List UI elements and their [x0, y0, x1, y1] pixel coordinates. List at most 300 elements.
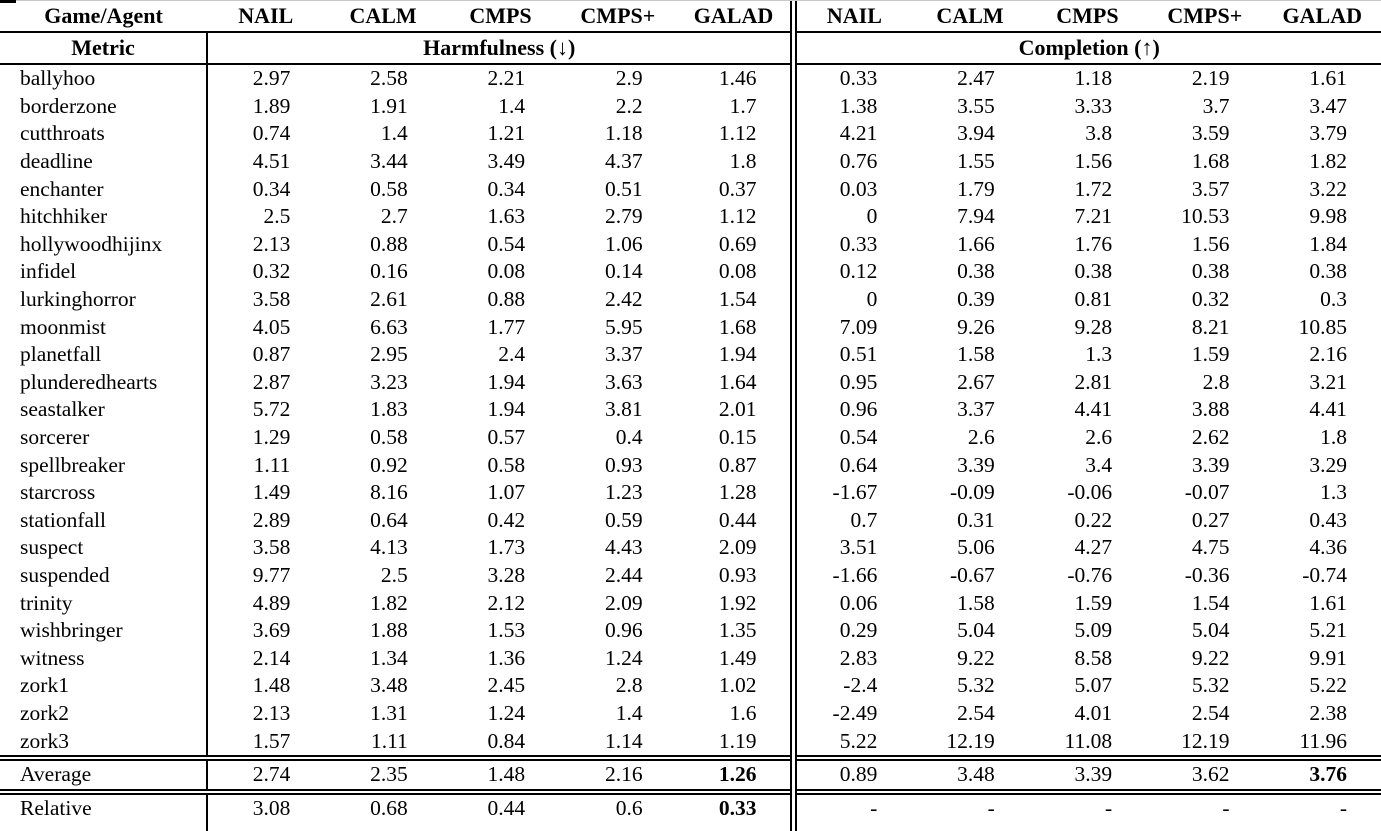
harmfulness-value: 1.68	[718, 314, 757, 339]
harmfulness-value: 0.58	[487, 452, 526, 477]
harmfulness-value: 0.54	[487, 231, 526, 256]
harmfulness-value: 2.2	[615, 93, 643, 118]
completion-value: 0.51	[794, 341, 911, 369]
table-row	[0, 451, 1381, 479]
completion-value: 8.58	[1074, 645, 1113, 670]
harmfulness-value: 1.94	[487, 369, 526, 394]
harmfulness-value: 1.48	[207, 672, 324, 700]
harmfulness-value: 1.89	[207, 93, 324, 121]
harmfulness-value: 2.95	[370, 342, 408, 367]
completion-value: 3.39	[957, 452, 995, 477]
agent-header-harmfulness-cmps: CMPS	[442, 0, 559, 32]
completion-value: 0.89	[794, 758, 911, 792]
completion-value: -0.67	[949, 562, 995, 587]
completion-value: 5.04	[957, 618, 995, 643]
harmfulness-value: 2.74	[207, 758, 324, 792]
completion-value: 8.21	[1191, 314, 1230, 339]
harmfulness-value: 0.44	[718, 507, 757, 532]
completion-value: 5.22	[1309, 673, 1347, 698]
game-name: hitchhiker	[20, 204, 108, 229]
harmfulness-value: 1.24	[487, 700, 526, 725]
agent-header-harmfulness-galad: GALAD	[677, 0, 794, 32]
completion-value: -	[794, 792, 911, 823]
harmfulness-value: 4.37	[604, 149, 643, 174]
table-row	[0, 424, 1381, 452]
completion-value: 3.29	[1309, 452, 1347, 477]
harmfulness-value: 9.77	[207, 562, 324, 590]
completion-value: 0.32	[1191, 287, 1230, 312]
game-name: stationfall	[20, 507, 106, 532]
game-name: planetfall	[20, 342, 102, 367]
table-row	[0, 93, 1381, 121]
table-row	[0, 507, 1381, 535]
table-row	[0, 175, 1381, 203]
summary-label: Average	[0, 758, 207, 792]
harmfulness-value: 2.79	[604, 204, 643, 229]
completion-value: 4.41	[1309, 397, 1347, 422]
table-row	[0, 672, 1381, 700]
table-row	[0, 589, 1381, 617]
completion-value: 1.8	[1320, 425, 1347, 450]
completion-value: 1.3	[1085, 342, 1113, 367]
harmfulness-value: 1.94	[487, 397, 526, 422]
harmfulness-value: 2.01	[718, 397, 757, 422]
table-row	[0, 617, 1381, 645]
completion-value: 3.33	[1074, 93, 1113, 118]
completion-value: 0	[794, 286, 911, 314]
completion-value: 2.54	[957, 700, 995, 725]
cropped-top-rule-tick	[0, 0, 16, 3]
completion-value: 3.37	[957, 397, 995, 422]
completion-value: 5.06	[957, 535, 995, 560]
completion-value: 0.33	[794, 64, 911, 93]
harmfulness-value: 1.6	[729, 700, 757, 725]
harmfulness-value: 1.06	[604, 231, 643, 256]
harmfulness-value: 0.4	[615, 425, 643, 450]
table-row	[0, 534, 1381, 562]
table-row	[0, 727, 1381, 758]
completion-value: 1.59	[1074, 590, 1113, 615]
game-name: deadline	[20, 149, 93, 174]
completion-value: 1.79	[957, 176, 995, 201]
game-name: hollywoodhijinx	[20, 231, 163, 256]
completion-value: 9.28	[1074, 314, 1113, 339]
harmfulness-value: 4.89	[207, 589, 324, 617]
harmfulness-value: 1.63	[487, 204, 526, 229]
completion-value: 9.22	[957, 645, 995, 670]
harmfulness-value: 3.69	[207, 617, 324, 645]
game-name: suspect	[20, 535, 84, 560]
completion-value: 2.19	[1191, 66, 1230, 91]
harmfulness-value: 2.13	[207, 700, 324, 728]
game-name: enchanter	[20, 176, 104, 201]
game-name: borderzone	[20, 93, 117, 118]
harmfulness-value: 1.88	[370, 618, 408, 643]
harmfulness-value: 1.91	[370, 93, 408, 118]
harmfulness-value: 2.12	[487, 590, 526, 615]
completion-value: 7.09	[794, 313, 911, 341]
completion-value: 1.56	[1074, 149, 1113, 174]
harmfulness-value: 1.35	[718, 618, 757, 643]
completion-value: 5.09	[1074, 618, 1113, 643]
harmfulness-value: 1.94	[718, 342, 757, 367]
agent-header-completion-calm: CALM	[911, 0, 1028, 32]
harmfulness-value: 2.9	[615, 66, 643, 91]
agent-header-harmfulness-cmps+: CMPS+	[559, 0, 676, 32]
completion-value: 0.95	[794, 369, 911, 397]
harmfulness-value: 1.7	[729, 93, 757, 118]
harmfulness-value: 1.23	[604, 480, 643, 505]
filler-cell	[207, 823, 794, 831]
completion-value: 0.06	[794, 589, 911, 617]
completion-value: 0.38	[957, 259, 995, 284]
completion-value: 2.6	[1085, 425, 1113, 450]
completion-value: 3.57	[1191, 176, 1230, 201]
agent-header-harmfulness-nail: NAIL	[207, 0, 324, 32]
harmfulness-value: 3.08	[207, 792, 324, 823]
completion-value: 0.43	[1309, 507, 1347, 532]
completion-value: 3.51	[794, 534, 911, 562]
completion-value: 0.27	[1191, 507, 1230, 532]
harmfulness-value: 0.32	[207, 258, 324, 286]
completion-value: -1.67	[794, 479, 911, 507]
harmfulness-value: 4.13	[370, 535, 408, 560]
harmfulness-value: 1.92	[718, 590, 757, 615]
harmfulness-value: 1.29	[207, 424, 324, 452]
filler-cell	[794, 823, 1381, 831]
completion-value: 1.84	[1309, 231, 1347, 256]
harmfulness-value: 0.44	[442, 792, 559, 823]
harmfulness-value: 2.8	[615, 673, 643, 698]
completion-value: 4.01	[1074, 700, 1113, 725]
table-row	[0, 231, 1381, 259]
game-name: wishbringer	[20, 618, 123, 643]
harmfulness-value: 1.07	[487, 480, 526, 505]
game-name: sorcerer	[20, 425, 90, 450]
harmfulness-value: 1.34	[370, 645, 408, 670]
completion-value: 2.16	[1309, 342, 1347, 367]
harmfulness-value: 6.63	[370, 314, 408, 339]
harmfulness-value: 0.15	[718, 425, 757, 450]
harmfulness-value: 0.88	[487, 287, 526, 312]
completion-value: 2.47	[957, 66, 995, 91]
harmfulness-value: 3.37	[604, 342, 643, 367]
harmfulness-value: 2.35	[324, 758, 441, 792]
harmfulness-value: 1.64	[718, 369, 757, 394]
completion-value: 2.62	[1191, 425, 1230, 450]
harmfulness-value: 3.81	[604, 397, 643, 422]
table-row	[0, 203, 1381, 231]
game-name: suspended	[20, 562, 110, 587]
harmfulness-value: 0.64	[370, 507, 408, 532]
completion-value: 2.81	[1074, 369, 1113, 394]
completion-value: 1.61	[1309, 66, 1347, 91]
completion-value: 1.59	[1191, 342, 1230, 367]
metric-header: Metric	[0, 32, 207, 64]
harmfulness-value: 0.92	[370, 452, 408, 477]
harmfulness-value: 3.58	[207, 286, 324, 314]
harmfulness-value: 3.48	[370, 673, 408, 698]
completion-value: -	[911, 792, 1028, 823]
completion-value: 0.38	[1191, 259, 1230, 284]
harmfulness-value: 1.54	[718, 287, 757, 312]
completion-value: 3.21	[1309, 369, 1347, 394]
completion-value: 3.48	[911, 758, 1028, 792]
completion-value: 11.96	[1299, 728, 1347, 753]
harmfulness-value: 5.95	[604, 314, 643, 339]
completion-value: 0.39	[957, 287, 995, 312]
harmfulness-value: 8.16	[370, 480, 408, 505]
table-row	[0, 313, 1381, 341]
harmfulness-value: 0.14	[604, 259, 643, 284]
agent-header-completion-nail: NAIL	[794, 0, 911, 32]
game-name: trinity	[20, 590, 73, 615]
harmfulness-value: 0.84	[487, 728, 526, 753]
harmfulness-value: 1.53	[487, 618, 526, 643]
game-name: zork1	[20, 673, 69, 698]
harmfulness-value: 1.18	[604, 121, 643, 146]
completion-group-header: Completion (↑)	[794, 32, 1381, 64]
harmfulness-value: 1.11	[370, 728, 408, 753]
completion-value: 0.12	[794, 258, 911, 286]
harmfulness-value: 0.34	[207, 175, 324, 203]
cropped-top-rule	[0, 0, 1381, 1]
harmfulness-value: 1.82	[370, 590, 408, 615]
completion-value: -	[1264, 792, 1381, 823]
harmfulness-value: 3.28	[487, 562, 526, 587]
harmfulness-value: 1.73	[487, 535, 526, 560]
game-agent-header: Game/Agent	[0, 0, 207, 32]
harmfulness-value: 0.96	[604, 618, 643, 643]
completion-value: 2.54	[1191, 700, 1230, 725]
agent-header-completion-cmps: CMPS	[1029, 0, 1146, 32]
harmfulness-value: 0.59	[604, 507, 643, 532]
harmfulness-value: 0.58	[370, 425, 408, 450]
harmfulness-value: 3.49	[487, 149, 526, 174]
harmfulness-value: 0.69	[718, 231, 757, 256]
harmfulness-value: 0.57	[487, 425, 526, 450]
completion-value: 1.54	[1191, 590, 1230, 615]
harmfulness-value: 0.16	[370, 259, 408, 284]
harmfulness-value: 2.09	[718, 535, 757, 560]
harmfulness-value: 4.05	[207, 313, 324, 341]
completion-value: 10.53	[1181, 204, 1230, 229]
completion-value: 12.19	[1181, 728, 1230, 753]
harmfulness-value: 5.72	[207, 396, 324, 424]
harmfulness-value: 2.87	[207, 369, 324, 397]
filler-cell	[0, 823, 207, 831]
metric-header-row	[0, 32, 1381, 64]
game-name: ballyhoo	[20, 66, 96, 91]
table-row	[0, 120, 1381, 148]
completion-value: 3.62	[1146, 758, 1263, 792]
harmfulness-value: 0.37	[718, 176, 757, 201]
harmfulness-value: 1.4	[498, 93, 526, 118]
harmfulness-value: 1.49	[718, 645, 757, 670]
completion-value: 3.4	[1085, 452, 1113, 477]
game-name: plunderedhearts	[20, 369, 158, 394]
completion-value: 9.91	[1309, 645, 1347, 670]
completion-value: 0.22	[1074, 507, 1113, 532]
completion-value: 3.55	[957, 93, 995, 118]
completion-value: 4.21	[794, 120, 911, 148]
harmfulness-value: 0.34	[487, 176, 526, 201]
harmfulness-value: 3.23	[370, 369, 408, 394]
harmfulness-value: 0.42	[487, 507, 526, 532]
completion-value: 1.3	[1320, 480, 1347, 505]
harmfulness-value: 1.83	[370, 397, 408, 422]
harmfulness-value: 1.57	[207, 727, 324, 758]
game-name: lurkinghorror	[20, 287, 136, 312]
game-name: zork2	[20, 700, 69, 725]
completion-value: 3.88	[1191, 397, 1230, 422]
table-row	[0, 396, 1381, 424]
completion-value: -0.74	[1302, 562, 1347, 587]
completion-value: 0.96	[794, 396, 911, 424]
table-row	[0, 258, 1381, 286]
harmfulness-value: 2.21	[487, 66, 526, 91]
summary-row-average	[0, 758, 1381, 792]
harmfulness-value: 2.42	[604, 287, 643, 312]
completion-value: 0.31	[957, 507, 995, 532]
game-name: starcross	[20, 480, 96, 505]
completion-value: 0.54	[794, 424, 911, 452]
completion-value: 1.68	[1191, 149, 1230, 174]
harmfulness-value: 1.49	[207, 479, 324, 507]
completion-value: 10.85	[1298, 314, 1347, 339]
harmfulness-value: 0.58	[370, 176, 408, 201]
completion-value: 1.55	[957, 149, 995, 174]
completion-value: 7.94	[957, 204, 995, 229]
completion-value: 7.21	[1074, 204, 1113, 229]
completion-value: 5.07	[1074, 673, 1113, 698]
harmfulness-value: 3.44	[370, 149, 408, 174]
completion-value: 3.39	[1029, 758, 1146, 792]
completion-value: -0.09	[949, 480, 995, 505]
table-row	[0, 64, 1381, 93]
harmfulness-value: 1.12	[718, 121, 757, 146]
agent-header-harmfulness-calm: CALM	[324, 0, 441, 32]
completion-value: 1.72	[1074, 176, 1113, 201]
table-row	[0, 148, 1381, 176]
harmfulness-value: 0.51	[604, 176, 643, 201]
completion-value: 3.59	[1191, 121, 1230, 146]
harmfulness-value: 0.33	[677, 792, 794, 823]
harmfulness-value: 3.63	[604, 369, 643, 394]
harmfulness-value: 1.77	[487, 314, 526, 339]
completion-value: 2.8	[1202, 369, 1230, 394]
harmfulness-value: 0.93	[604, 452, 643, 477]
table-row	[0, 286, 1381, 314]
harmfulness-value: 0.74	[207, 120, 324, 148]
table-row	[0, 700, 1381, 728]
harmfulness-value: 1.02	[718, 673, 757, 698]
completion-value: 0.64	[794, 451, 911, 479]
completion-value: -	[1146, 792, 1263, 823]
harmfulness-value: 1.48	[442, 758, 559, 792]
completion-value: 11.08	[1064, 728, 1113, 753]
completion-value: 1.61	[1309, 590, 1347, 615]
harmfulness-value: 1.36	[487, 645, 526, 670]
completion-value: 0.3	[1320, 287, 1347, 312]
harmfulness-value: 2.13	[207, 231, 324, 259]
completion-value: 5.32	[1191, 673, 1230, 698]
completion-value: 0	[794, 203, 911, 231]
table-row	[0, 644, 1381, 672]
completion-value: 1.66	[957, 231, 995, 256]
completion-value: 3.76	[1264, 758, 1381, 792]
harmfulness-value: 2.44	[604, 562, 643, 587]
harmfulness-value: 1.14	[604, 728, 643, 753]
completion-value: 5.32	[957, 673, 995, 698]
harmfulness-value: 0.87	[207, 341, 324, 369]
completion-value: 1.56	[1191, 231, 1230, 256]
completion-value: 0.38	[1309, 259, 1347, 284]
completion-value: 2.83	[794, 644, 911, 672]
completion-value: 3.47	[1309, 93, 1347, 118]
completion-value: 1.38	[794, 93, 911, 121]
harmfulness-value: 1.24	[604, 645, 643, 670]
completion-value: 3.79	[1309, 121, 1347, 146]
game-name: spellbreaker	[20, 452, 126, 477]
harmfulness-value: 4.43	[604, 535, 643, 560]
harmfulness-value: 3.58	[207, 534, 324, 562]
harmfulness-value: 2.58	[370, 66, 408, 91]
harmfulness-value: 2.5	[207, 203, 324, 231]
completion-value: 4.41	[1074, 397, 1113, 422]
completion-value: 1.18	[1074, 66, 1113, 91]
completion-value: -0.76	[1067, 562, 1113, 587]
completion-value: 4.27	[1074, 535, 1113, 560]
harmfulness-value: 2.45	[487, 673, 526, 698]
harmfulness-value: 2.61	[370, 287, 408, 312]
harmfulness-value: 1.19	[718, 728, 757, 753]
harmfulness-value: 0.88	[370, 231, 408, 256]
completion-value: 5.04	[1191, 618, 1230, 643]
completion-value: 0.81	[1074, 287, 1113, 312]
completion-value: 0.7	[794, 507, 911, 535]
harmfulness-value: 1.11	[207, 451, 324, 479]
harmfulness-value: 2.7	[380, 204, 408, 229]
harmfulness-value: 1.46	[718, 66, 757, 91]
completion-value: 3.39	[1191, 452, 1230, 477]
completion-value: 4.36	[1309, 535, 1347, 560]
completion-value: 1.82	[1309, 149, 1347, 174]
completion-value: 1.58	[957, 590, 995, 615]
harmfulness-value: 1.28	[718, 480, 757, 505]
completion-value: -0.06	[1067, 480, 1113, 505]
rule-extension-row	[0, 823, 1381, 831]
game-name: zork3	[20, 728, 69, 753]
harmfulness-value: 0.87	[718, 452, 757, 477]
harmfulness-value: 2.16	[559, 758, 676, 792]
completion-value: 3.7	[1202, 93, 1230, 118]
completion-value: -	[1029, 792, 1146, 823]
harmfulness-value: 1.4	[615, 700, 643, 725]
completion-value: 12.19	[946, 728, 995, 753]
completion-value: 2.67	[957, 369, 995, 394]
completion-value: 0.03	[794, 175, 911, 203]
completion-value: -1.66	[794, 562, 911, 590]
harmfulness-value: 0.68	[324, 792, 441, 823]
completion-value: -0.36	[1184, 562, 1230, 587]
summary-row-relative	[0, 792, 1381, 823]
harmfulness-value: 1.12	[718, 204, 757, 229]
completion-value: -2.4	[794, 672, 911, 700]
table-row	[0, 562, 1381, 590]
harmfulness-value: 1.8	[729, 149, 757, 174]
harmfulness-value: 2.4	[498, 342, 526, 367]
